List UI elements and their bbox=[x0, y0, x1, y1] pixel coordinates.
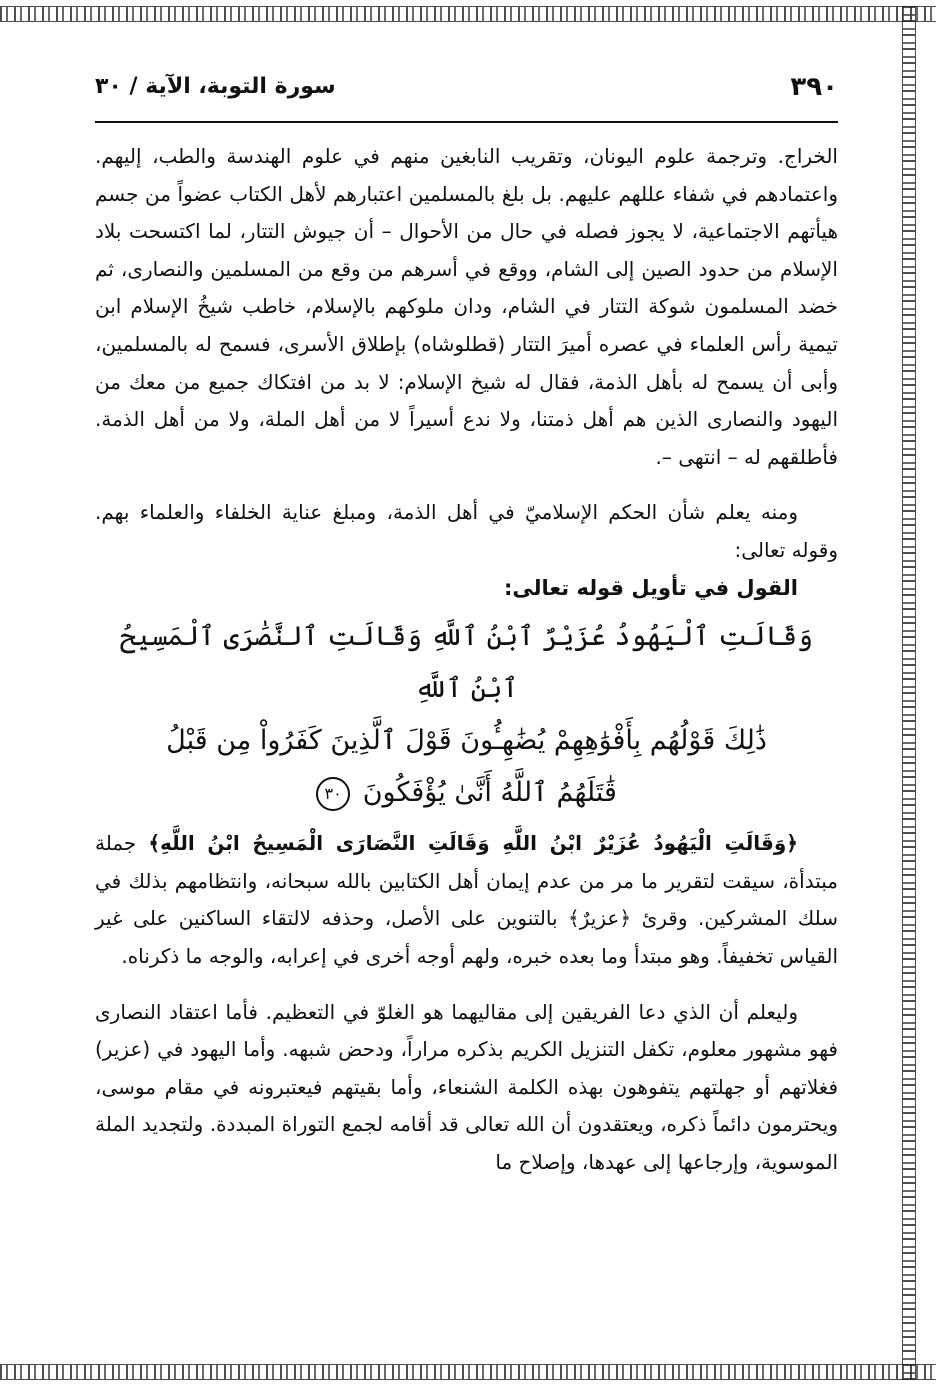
page-number: ٣٩٠ bbox=[790, 72, 838, 102]
paragraph-3-text: جملة مبتدأة، سيقت لتقرير ما مر من عدم إيمان أهل الكتابين بالله سبحانه، وانتظامهم بذلك في سلك المشركين. وقرئ ﴿عزيرٌ﴾ بالتنوين على الأصل، وحذفه لالتقاء الساكنين على غير القياس تخفيفاً. وهو مبتدأ وما بعده خبره، ولهم أوجه أخرى في إعرابه، والوجه ما ذكرناه. bbox=[95, 831, 838, 968]
verse-line-2: ذَٰلِكَ قَوْلُهُم بِأَفْوَٰهِهِمْ يُضَٰهِـُٔونَ قَوْلَ ٱلَّذِينَ كَفَرُواْ مِن قَبْلُ bbox=[166, 725, 767, 757]
page-body bbox=[95, 138, 838, 1181]
section-heading: القول في تأويل قوله تعالى: bbox=[504, 575, 798, 600]
verse-line-3-text: قَٰتَلَهُمُ ٱللَّهُ أَنَّىٰ يُؤْفَكُونَ bbox=[362, 777, 617, 809]
page-header bbox=[95, 72, 838, 112]
paragraph-gap bbox=[95, 976, 838, 994]
verse-line-3 bbox=[95, 767, 838, 819]
decorative-border-right bbox=[902, 6, 916, 1380]
decorative-border-bottom bbox=[0, 1364, 936, 1380]
paragraph-3 bbox=[95, 825, 838, 975]
paragraph-1: الخراج. وترجمة علوم اليونان، وتقريب النابغين منهم في علوم الهندسة والطب، إليهم. واعتمادهم في شفاء عللهم عليهم. بل بلغ بالمسلمين اعتبارهم لأهل الكتاب عضواً من جسم هيأتهم الاجتماعية، لا يجوز فصله في حال من الأحوال – أن جيوش التتار، لما اكتسحت بلاد الإسلام من حدود الصين إلى الشام، ووقع في أسرهم من وقع من المسلمين والنصارى، ثم خضد المسلمون شوكة التتار في الشام، ودان ملوكهم بالإسلام، خاطب شيخُ الإسلام ابن تيمية رأس العلماء في عصره أميرَ التتار (قطلوشاه) بإطلاق الأسرى، فسمح له بالمسلمين، وأبى أن يسمح له بأهل الذمة، فقال له شيخ الإسلام: لا بد من افتكاك جميع من معك من اليهود والنصارى الذين هم أهل ذمتنا، ولا ندع أسيراً لا من أهل الملة، ولا من أهل الذمة. فأطلقهم له – انتهى –. bbox=[95, 144, 838, 469]
running-title: سورة التوبة، الآية / ٣٠ bbox=[95, 74, 336, 99]
header-rule bbox=[95, 121, 838, 123]
paragraph-4: وليعلم أن الذي دعا الفريقين إلى مقاليهما هو الغلوّ في التعظيم. فأما اعتقاد النصارى فهو مشهور معلوم، تكفل التنزيل الكريم بذكره مراراً، ودحض شبهه. وأما اليهود في (عزير) فغلاتهم أو جهلتهم يتفوهون بهذه الكلمة الشنعاء، وأما بقيتهم فيعتبرونه في مقام موسى، ويحترمون دائماً ذكره، ويعتقدون أن الله تعالى قد أقامه لجمع التوراة المبددة. ولتجديد الملة الموسوية، وإرجاعها إلى عهدها، وإصلاح ما bbox=[95, 999, 838, 1174]
paragraph-2: ومنه يعلم شأن الحكم الإسلاميّ في أهل الذمة، ومبلغ عناية الخلفاء والعلماء بهم. وقوله تعالى: bbox=[95, 500, 838, 562]
quoted-verse: ﴿وَقَالَتِ الْيَهُودُ عُزَيْرٌ ابْنُ اللَّهِ وَقَالَتِ النَّصَارَى الْمَسِيحُ ابْنُ اللَّهِ﴾ bbox=[148, 831, 798, 856]
verse-line-1: وَقَالَتِ ٱلْيَهُودُ عُزَيْرٌ ٱبْنُ ٱللَّهِ وَقَالَتِ ٱلنَّصَٰرَى ٱلْمَسِيحُ ٱبْنُ ٱللَّهِ bbox=[120, 621, 813, 705]
quran-verse-block bbox=[95, 611, 838, 819]
decorative-border-top bbox=[0, 6, 936, 22]
ayah-number-marker: ٣٠ bbox=[316, 777, 350, 811]
paragraph-gap bbox=[95, 476, 838, 494]
